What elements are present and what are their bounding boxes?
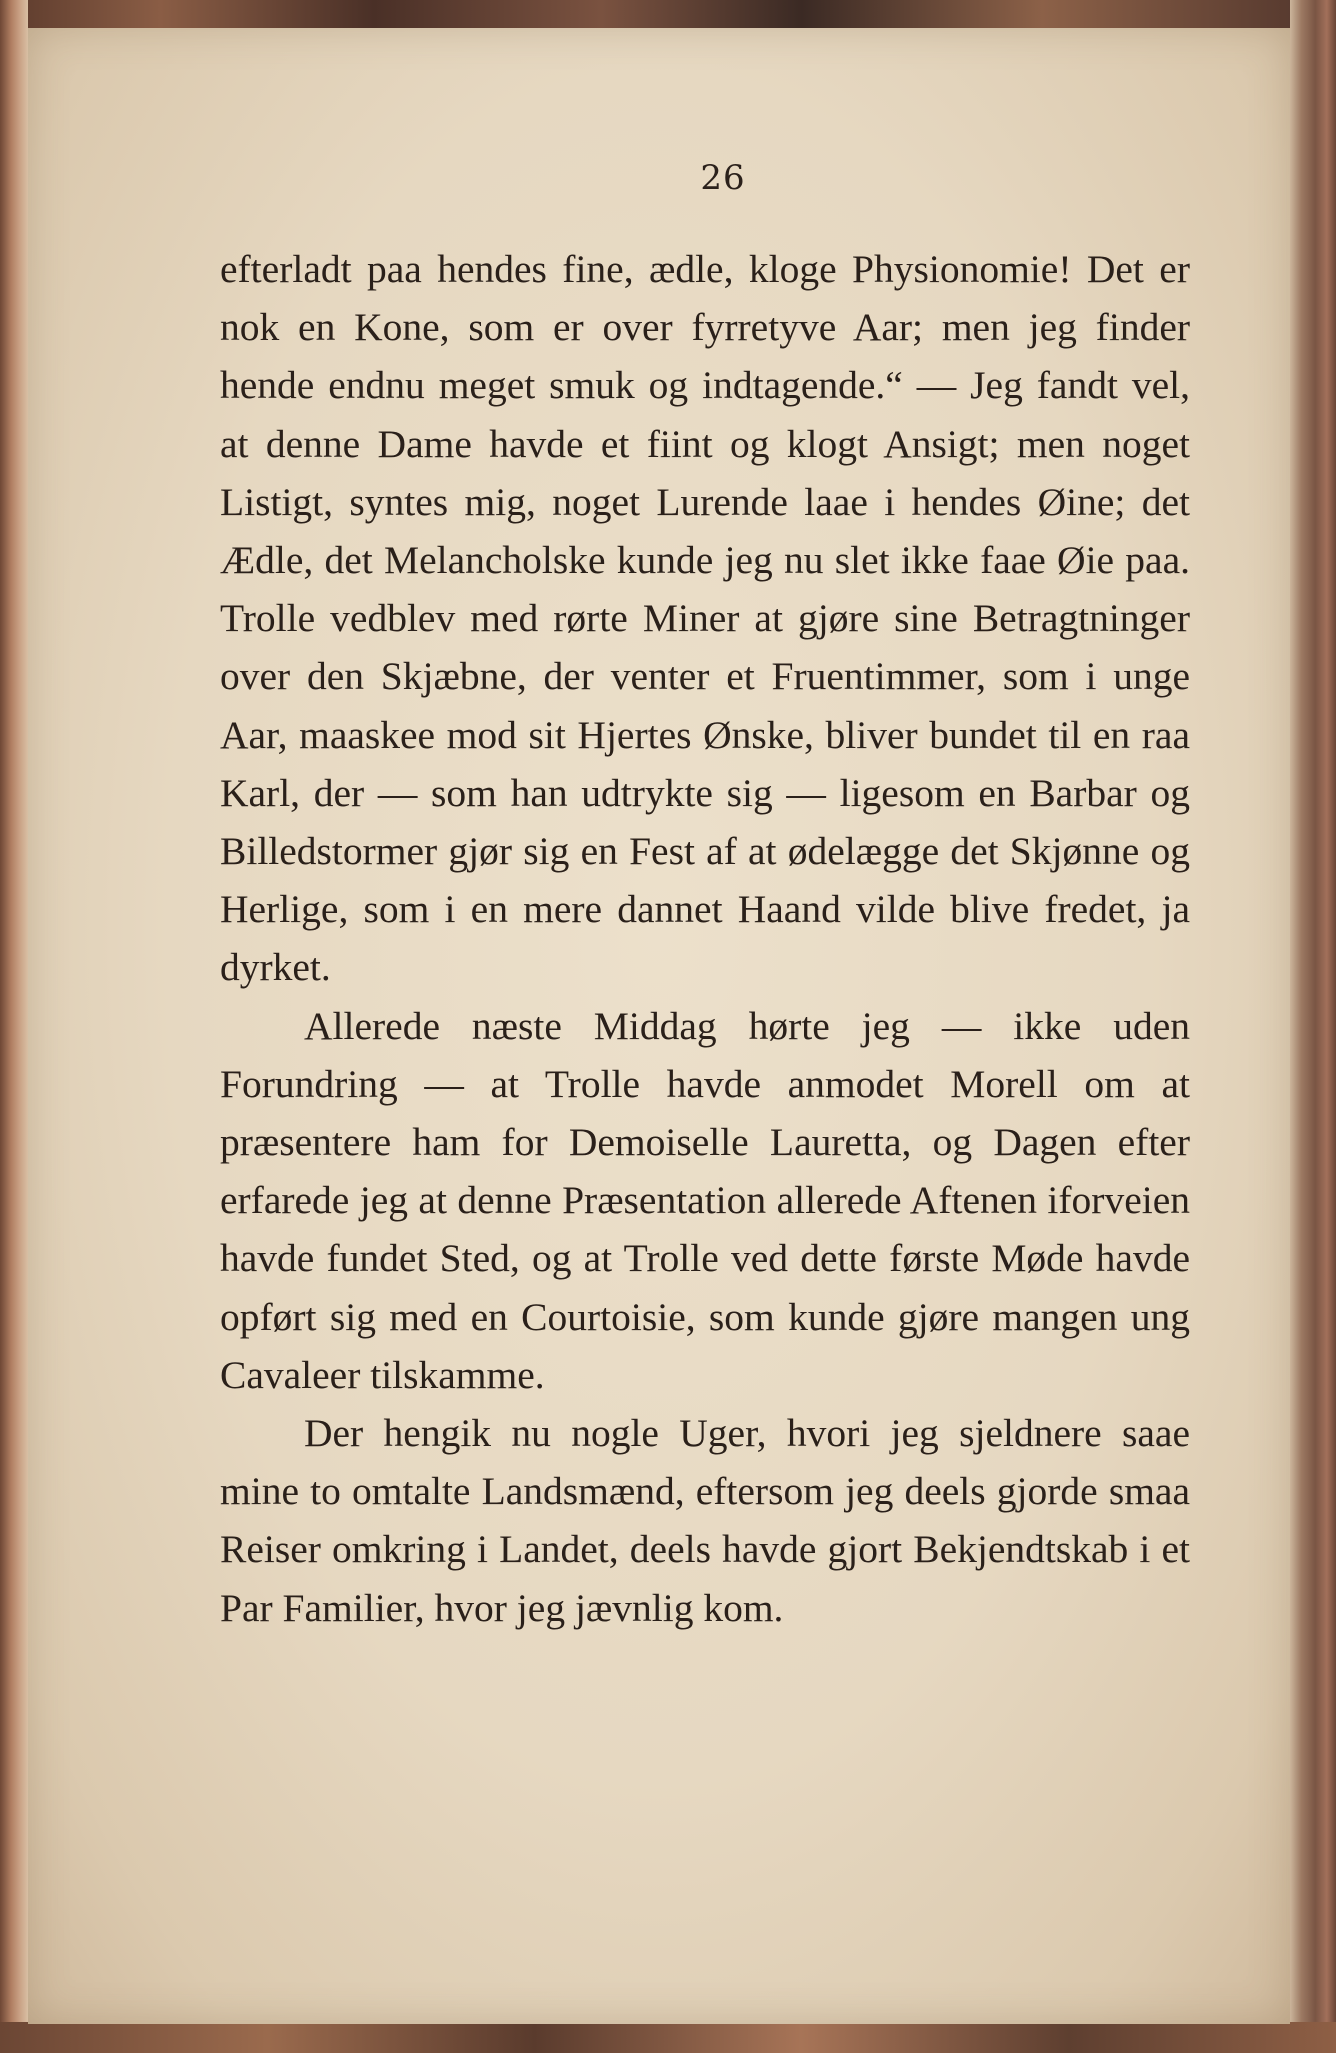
book-gutter-left [0, 0, 28, 2053]
book-edge-bottom [0, 2022, 1336, 2053]
paragraph-2: Allerede næste Middag hørte jeg — ikke uden Forundring — at Trolle havde anmodet Morell om at præsentere ham for Demoiselle Lauretta, og Dagen efter erfarede jeg at denne Præsentation allerede Aftenen iforveien havde fundet Sted, og at Trolle ved dette første Møde havde opført sig med en Courtoisie, som kunde gjøre mangen ung Cavaleer tilskamme. [220, 1003, 1190, 1397]
page-body [220, 240, 1190, 1637]
page-number: 26 [700, 158, 746, 198]
book-edge-right [1290, 0, 1336, 2053]
paragraph-3: Der hengik nu nogle Uger, hvori jeg sjeldnere saae mine to omtalte Landsmænd, eftersom jeg deels gjorde smaa Reiser omkring i Landet, deels havde gjort Bekjendtskab i et Par Familier, hvor jeg jævnlig kom. [220, 1411, 1190, 1630]
paragraph-1: efterladt paa hendes fine, ædle, kloge Physionomie! Det er nok en Kone, som er over fyrretyve Aar; men jeg finder hende endnu meget smuk og indtagende.“ — Jeg fandt vel, at denne Dame havde et fiint og klogt Ansigt; men noget Listigt, syntes mig, noget Lurende laae i hendes Øine; det Ædle, det Melancholske kunde jeg nu slet ikke faae Øie paa. Trolle vedblev med rørte Miner at gjøre sine Betragtninger over den Skjæbne, der venter et Fruentimmer, som i unge Aar, maaskee mod sit Hjertes Ønske, bliver bundet til en raa Karl, der — som han udtrykte sig — ligesom en Barbar og Billedstormer gjør sig en Fest af at ødelægge det Skjønne og Herlige, som i en mere dannet Haand vilde blive fredet, ja dyrket. [220, 247, 1190, 990]
